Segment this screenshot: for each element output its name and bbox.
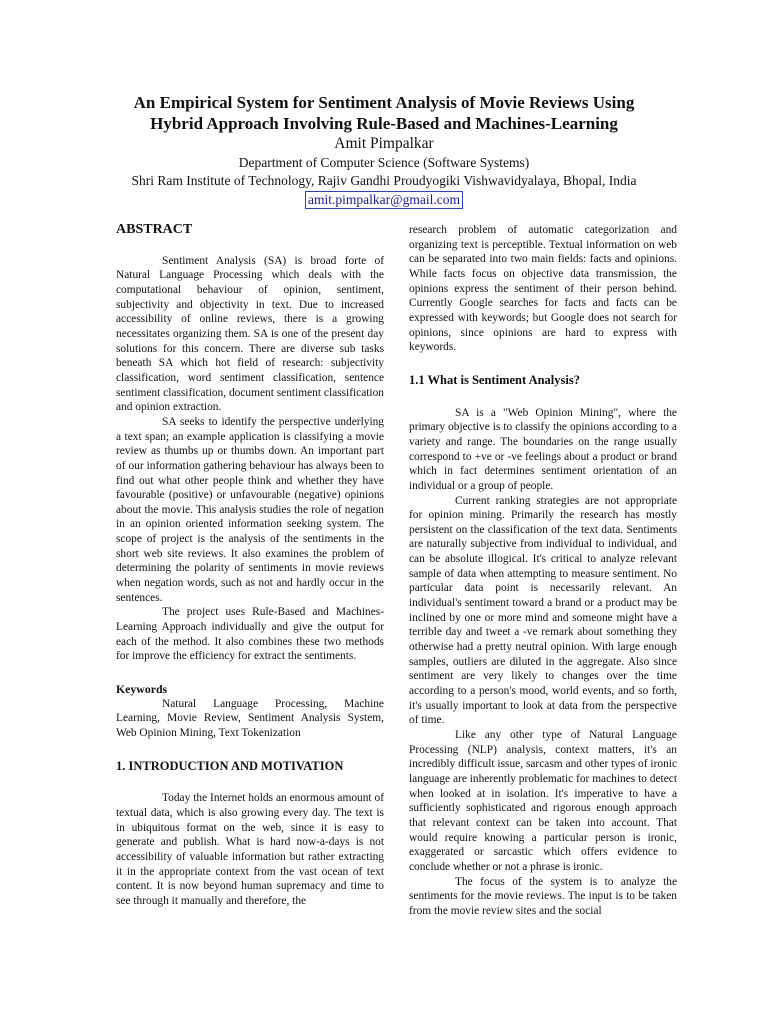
author-email-link[interactable]: amit.pimpalkar@gmail.com: [305, 191, 463, 209]
department: Department of Computer Science (Software Systems): [238, 155, 530, 170]
keywords-heading: Keywords: [116, 682, 168, 697]
right-column: [409, 223, 677, 919]
abstract-paragraph-2: SA seeks to identify the perspective underlying a text span; an example application is classifying a movie review as thumbs up or thumbs down. An important part of our information gathering behaviour has always been to find out what other people think and whether they have favourable (positive) or unfavourable (negative) opinions about the movie. This analysis studies the role of negation in an opinion oriented information seeking system. The scope of project is the analysis of the sentiments in the short web site reviews. It also examines the problem of determining the polarity of sentiments in movie reviews when negation words, such as not and hardly occur in the sentences.: [116, 415, 384, 604]
keywords-text: Natural Language Processing, Machine Learning, Movie Review, Sentiment Analysis System, Web Opinion Mining, Text Tokenization: [116, 697, 384, 739]
section-1-1-heading: 1.1 What is Sentiment Analysis?: [409, 372, 580, 387]
intro-heading: 1. INTRODUCTION AND MOTIVATION: [116, 758, 344, 773]
title-line-2: Hybrid Approach Involving Rule-Based and Machines-Learning: [150, 114, 618, 133]
section-1-1-paragraph-3: Like any other type of Natural Language Processing (NLP) analysis, context matters, it's an incredibly difficult issue, sarcasm and other types of ironic language are inherently problematic for machines to detect when looked at in isolation. It's imperative to have a sufficiently sophisticated and rigorous enough approach that relevant context can be taken into account. That would require knowing a particular person is ironic, exaggerated or sarcastic which offers evidence to conclude whether or not a phrase is ironic.: [409, 729, 677, 873]
section-1-1-paragraph-1: SA is a "Web Opinion Mining", where the primary objective is to classify the opinions according to a variety and range. The boundaries on the range usually correspond to +ve or -ve feelings about a product or brand which in fact determines sentiment orientation of an individual or a group of people.: [409, 406, 677, 492]
abstract-heading: ABSTRACT: [116, 222, 193, 237]
author-name: Amit Pimpalkar: [334, 135, 434, 152]
abstract-paragraph-1: Sentiment Analysis (SA) is broad forte of Natural Language Processing which deals with the computational behaviour of opinion, sentiment, subjectivity and objectivity in text. Due to increased accessibility of online reviews, there is a growing necessitates organizing them. SA is one of the present day solutions for this concern. There are diverse sub tasks beneath SA which hot field of research: subjectivity classification, word sentiment classification, sentence sentiment classification, document sentiment classification and opinion extraction.: [116, 254, 384, 414]
intro-paragraph-1-continued: research problem of automatic categorization and organizing text is perceptible. Textual information on web can be separated into two main fields: facts and opinions. While facts focus on objective data transmission, the opinions express the sentiment of their person behind. Currently Google searches for facts and facts can be expressed with keywords; but Google does not search for opinions, since opinions are hard to express with keywords.: [409, 224, 677, 354]
title-line-1: An Empirical System for Sentiment Analysis of Movie Reviews Using: [133, 93, 635, 112]
section-1-1-paragraph-4: The focus of the system is to analyze the sentiments for the movie reviews. The input is to be taken from the movie review sites and the social: [409, 875, 677, 917]
paper-header: [80, 92, 688, 209]
paper-title: [80, 92, 688, 134]
section-1-1-paragraph-2: Current ranking strategies are not appropriate for opinion mining. Primarily the research has mostly persistent on the classification of the text data. Sentiments are naturally subjective from individual to individual, and can be absolute illogical. It's critical to analyze relevant sample of data when attempting to measure sentiment. No particular data point is necessarily relevant. An individual's sentiment toward a brand or a product may be inclined by one or more mind and someone might have a terrible day and tweet a -ve remark about something they otherwise had a pretty neutral opinion. With large enough samples, outliers are diluted in the aggregate. Also since sentiment are very likely to changes over the time according to a person's mood, world events, and so forth, it's usually important to look at data from the perspective of time.: [409, 494, 677, 727]
abstract-paragraph-3: The project uses Rule-Based and Machines-Learning Approach individually and give the output for each of the method. It also combines these two methods for improve the efficiency for extract the sentiments.: [116, 606, 384, 663]
institute: Shri Ram Institute of Technology, Rajiv Gandhi Proudyogiki Vishwavidyalaya, Bhopal, India: [131, 173, 637, 188]
intro-paragraph-1: Today the Internet holds an enormous amount of textual data, which is also growing every day. The text is in ubiquitous format on the web, since it is easy to generate and publish. What is hard now-a-days is not accessibility of valuable information but rather extracting it in the appropriate context from the vast ocean of text content. It is now beyond human supremacy and time to see through it manually and therefore, the: [116, 792, 384, 907]
left-column: [116, 223, 384, 909]
